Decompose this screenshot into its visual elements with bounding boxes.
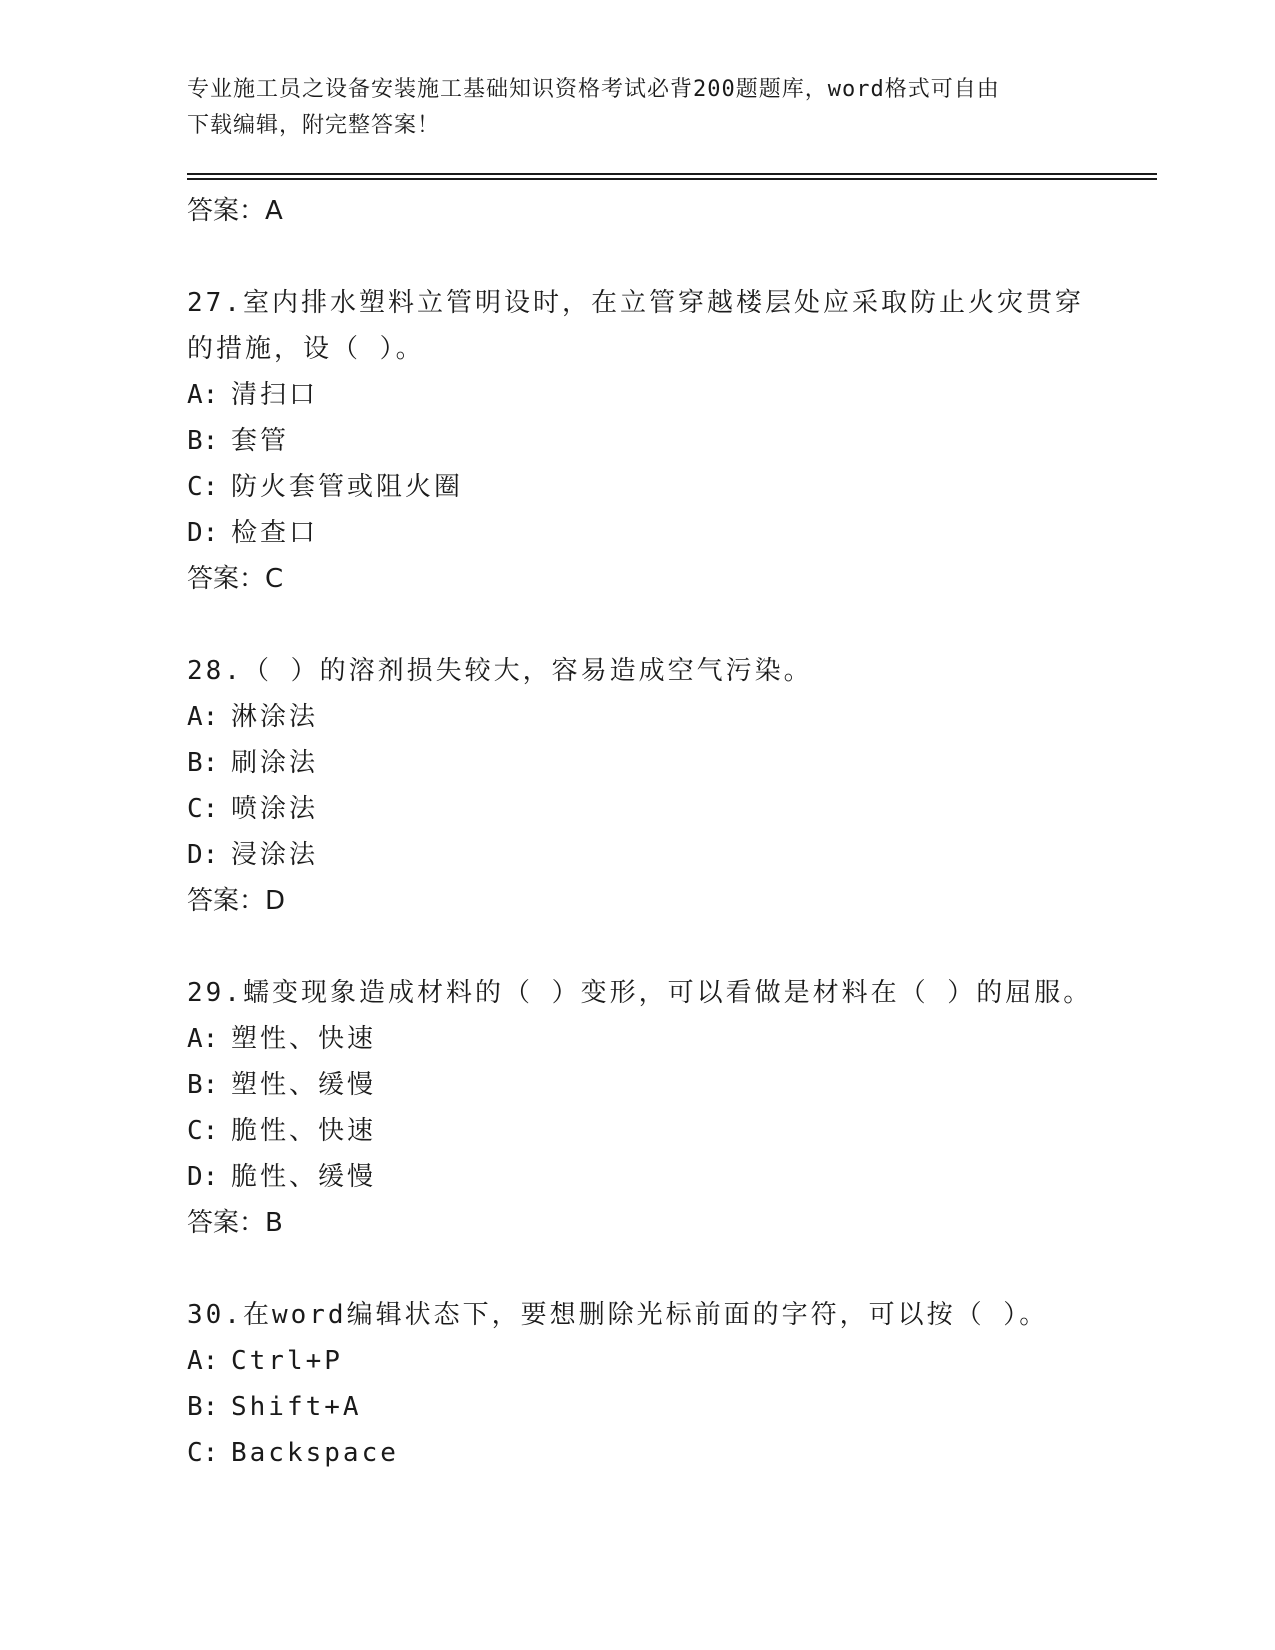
option-text: 塑性、缓慢 <box>231 1070 377 1100</box>
answer-line: 答案：C <box>187 564 284 594</box>
option-b <box>187 1384 1157 1430</box>
option-key: A: <box>187 1346 219 1376</box>
option-c <box>187 786 1157 832</box>
option-text: 淋涂法 <box>231 702 319 732</box>
option-text: Shift+A <box>231 1392 362 1422</box>
option-c <box>187 1108 1157 1154</box>
option-text: 检查口 <box>231 518 319 548</box>
question-text: 29.蠕变现象造成材料的（ ）变形，可以看做是材料在（ ）的屈服。 <box>187 978 1093 1008</box>
option-a <box>187 1016 1157 1062</box>
option-key: D: <box>187 518 219 548</box>
option-key: B: <box>187 426 219 456</box>
option-key: D: <box>187 840 219 870</box>
header-line-1: 专业施工员之设备安装施工基础知识资格考试必背200题题库，word格式可自由 <box>187 77 1000 102</box>
header-line-2: 下载编辑，附完整答案！ <box>187 113 441 138</box>
option-key: B: <box>187 1392 219 1422</box>
question-28 <box>187 648 1157 924</box>
answer-line: 答案：B <box>187 1208 283 1238</box>
option-text: 套管 <box>231 426 290 456</box>
option-text: 刷涂法 <box>231 748 319 778</box>
question-list <box>187 188 1157 1476</box>
option-text: 脆性、快速 <box>231 1116 377 1146</box>
header-divider-top <box>187 173 1157 175</box>
option-text: Backspace <box>231 1438 399 1468</box>
option-a <box>187 372 1157 418</box>
answer-line: 答案：D <box>187 886 286 916</box>
option-key: C: <box>187 1116 219 1146</box>
question-text: 28.（ ）的溶剂损失较大，容易造成空气污染。 <box>187 656 813 686</box>
question-30 <box>187 1292 1157 1476</box>
option-b <box>187 418 1157 464</box>
option-b <box>187 740 1157 786</box>
option-key: A: <box>187 380 219 410</box>
option-d <box>187 832 1157 878</box>
option-key: C: <box>187 1438 219 1468</box>
option-text: 清扫口 <box>231 380 319 410</box>
option-key: A: <box>187 702 219 732</box>
option-b <box>187 1062 1157 1108</box>
header-divider-bottom <box>187 178 1157 180</box>
question-29 <box>187 970 1157 1246</box>
option-c <box>187 1430 1157 1476</box>
option-a <box>187 694 1157 740</box>
question-text: 30.在word编辑状态下，要想删除光标前面的字符，可以按（ ）。 <box>187 1300 1049 1330</box>
answer-line: 答案：A <box>187 196 283 226</box>
question-text <box>187 280 1157 372</box>
question-text-line-2: 的措施，设（ ）。 <box>187 334 425 364</box>
option-text: 浸涂法 <box>231 840 319 870</box>
option-key: B: <box>187 1070 219 1100</box>
option-text: 喷涂法 <box>231 794 319 824</box>
option-d <box>187 510 1157 556</box>
option-text: Ctrl+P <box>231 1346 343 1376</box>
option-c <box>187 464 1157 510</box>
question-text-line-1: 27.室内排水塑料立管明设时，在立管穿越楼层处应采取防止火灾贯穿 <box>187 288 1084 318</box>
option-text: 塑性、快速 <box>231 1024 377 1054</box>
option-key: C: <box>187 472 219 502</box>
option-text: 防火套管或阻火圈 <box>231 472 464 502</box>
option-key: B: <box>187 748 219 778</box>
option-key: A: <box>187 1024 219 1054</box>
document-header <box>187 72 1067 144</box>
option-key: D: <box>187 1162 219 1192</box>
option-key: C: <box>187 794 219 824</box>
question-27 <box>187 280 1157 602</box>
option-text: 脆性、缓慢 <box>231 1162 377 1192</box>
option-d <box>187 1154 1157 1200</box>
option-a <box>187 1338 1157 1384</box>
